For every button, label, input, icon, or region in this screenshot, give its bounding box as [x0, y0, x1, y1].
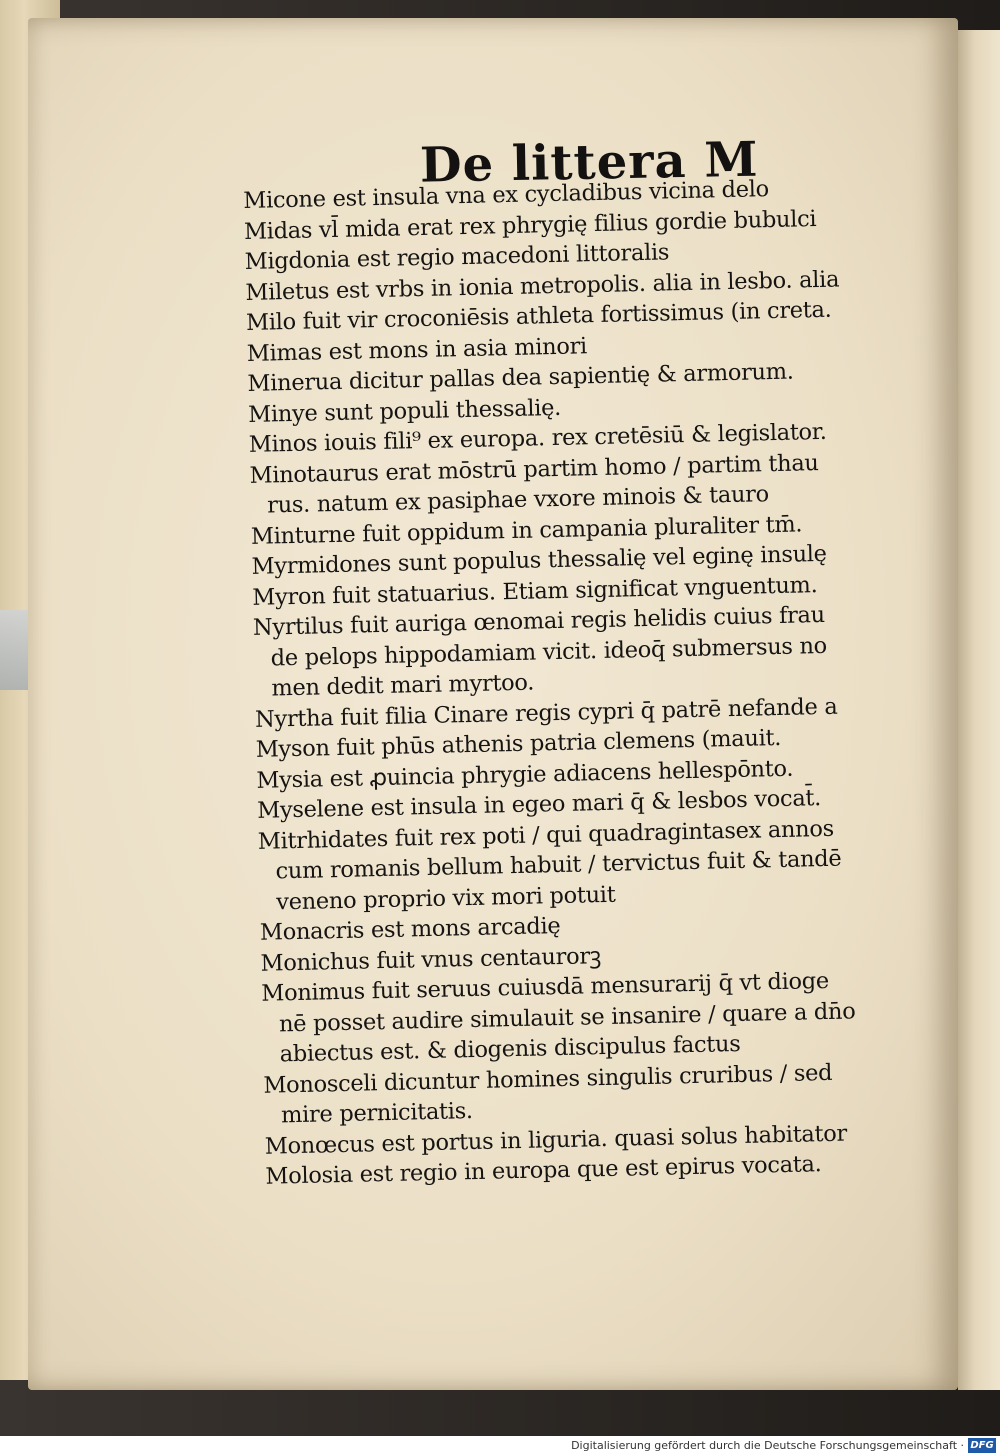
text-line: Mimas est mons in asia minori [246, 332, 588, 367]
text-line: Myrmidones sunt populus thessalię vel eginę insulę [251, 540, 827, 580]
digitization-footer [0, 1436, 1000, 1456]
text-line: Monacris est mons arcadię [259, 912, 561, 946]
text-line: Monosceli dicuntur homines singulis cruribus / sed [263, 1059, 833, 1099]
text-line: Minye sunt populi thessalię. [247, 394, 562, 428]
text-line: Myson fuit phūs athenis patria clemens (mauit. [255, 724, 782, 763]
text-line: Milo fuit vir croconiēsis athleta fortissimus (in creta. [245, 296, 832, 336]
text-line: Micone est insula vna ex cycladibus vicina delo [243, 176, 770, 214]
text-line: Miletus est vrbs in ionia metropolis. alia in lesbo. alia [245, 266, 840, 306]
text-line: Midas vl̄ mida erat rex phrygię filius gordie bubulci [243, 205, 817, 245]
text-line: Myselene est insula in egeo mari q̄ & lesbos vocat̄. [256, 785, 822, 824]
text-line: Monichus fuit vnus centaurorꝫ [260, 942, 602, 977]
text-line: Monœcus est portus in liguria. quasi solus habitator [264, 1120, 848, 1160]
page-heading: De littera M [419, 131, 759, 194]
text-line: nē posset audire simulauit se insanire / quare a dn̄o [278, 997, 856, 1037]
text-line: Minotaurus erat mōstrū partim homo / partim thau [249, 449, 819, 489]
text-line: Molosia est regio in europa que est epirus vocata. [265, 1151, 822, 1190]
text-line: rus. natum ex pasiphae vxore minois & tauro [266, 481, 770, 519]
text-line: Minos iouis fili⁹ ex europa. rex cretēsiū & legislator. [248, 418, 827, 458]
text-line: veneno proprio vix mori potuit [275, 881, 616, 915]
text-line: Minturne fuit oppidum in campania pluraliter tm̄. [250, 510, 803, 550]
text-line: Nyrtha fuit filia Cinare regis cypri q̄ patrē nefande a [254, 693, 838, 733]
text-line: Mysia est ꝓuincia phrygie adiacens hellespōnto. [256, 755, 794, 794]
text-line: Nyrtilus fuit auriga œnomai regis helidis cuius frau [252, 601, 826, 641]
text-line: de pelops hippodamiam vicit. ideoq̄ submersus no [270, 632, 828, 671]
text-line: abiectus est. & diogenis discipulus factus [279, 1030, 741, 1068]
dfg-logo: DFG [968, 1438, 996, 1453]
text-block [243, 172, 866, 1192]
text-line: Mitrhidates fuit rex poti / qui quadragintasex annos [257, 815, 835, 855]
text-line: cum romanis bellum habuit / tervictus fuit & tandē [275, 845, 842, 885]
text-line: mire pernicitatis. [280, 1098, 474, 1129]
facing-page-edge [958, 30, 1000, 1390]
text-line: Minerua dicitur pallas dea sapientię & armorum. [247, 358, 794, 397]
text-line: Myron fuit statuarius. Etiam significat vnguentum. [252, 571, 818, 611]
text-line: men dedit mari myrtoo. [271, 669, 535, 702]
text-line: Migdonia est regio macedoni littoralis [244, 239, 670, 275]
footer-credit: Digitalisierung gefördert durch die Deutsche Forschungsgemeinschaft · [571, 1439, 964, 1452]
text-line: Monimus fuit seruus cuiusdā mensurarij q̄ vt dioge [261, 967, 830, 1007]
